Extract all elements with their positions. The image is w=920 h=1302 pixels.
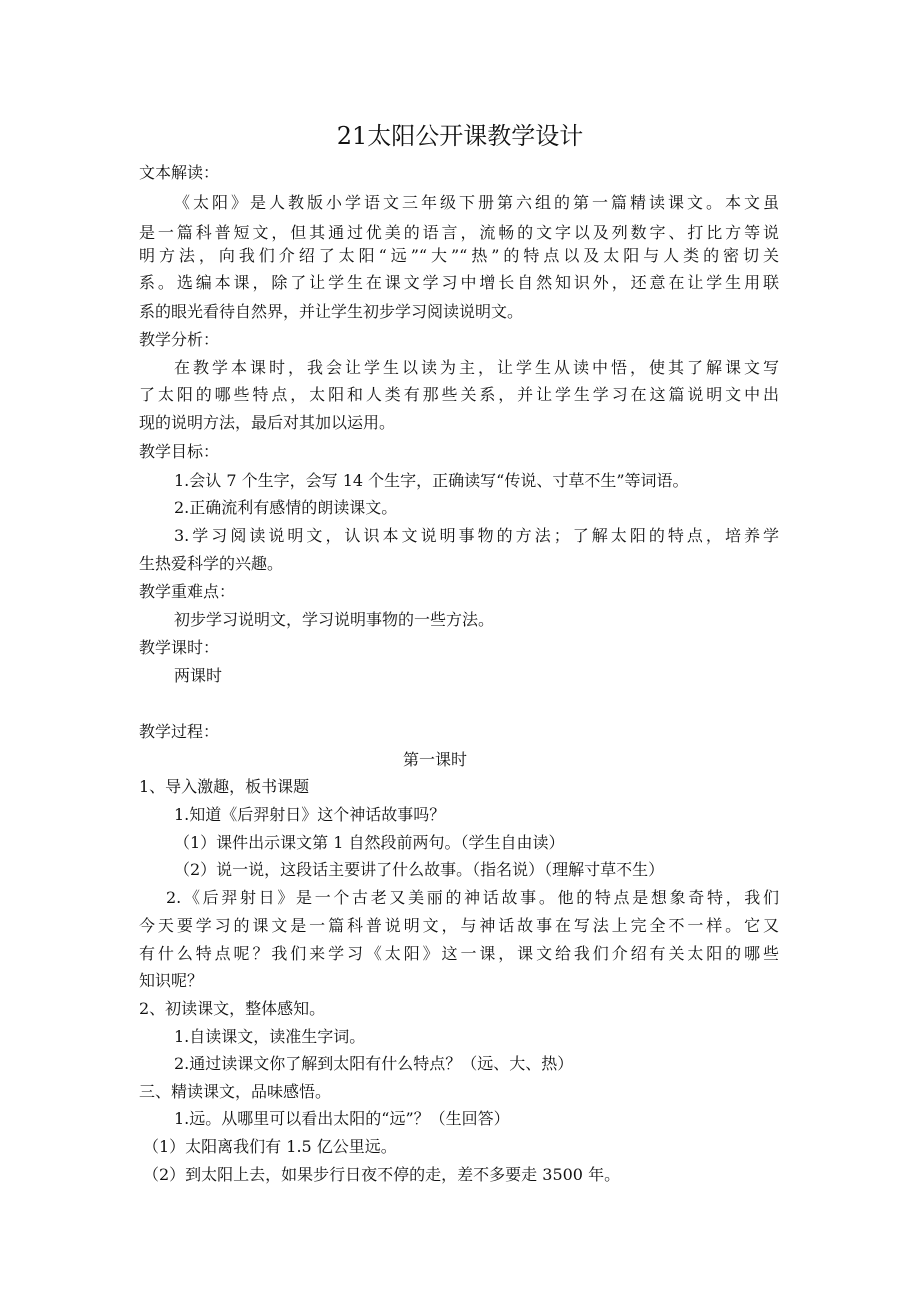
paragraph-line: 系的眼光看待自然界，并让学生初步学习阅读说明文。	[139, 302, 524, 321]
step-line: （2）到太阳上去，如果步行日夜不停的走，差不多要走 3500 年。	[143, 1165, 621, 1184]
section-heading-key-difficulties: 教学重难点：	[139, 582, 236, 601]
paragraph-line: 明方法，向我们介绍了太阳“远”“大”“热”的特点以及太阳与人类的密切关	[139, 246, 779, 265]
step-line: 有什么特点呢？我们来学习《太阳》这一课，课文给我们介绍有关太阳的哪些	[139, 944, 779, 963]
section-heading-process: 教学过程：	[139, 722, 220, 741]
key-difficulties-text: 初步学习说明文，学习说明事物的一些方法。	[174, 610, 495, 629]
paragraph-line: 《太阳》是人教版小学语文三年级下册第六组的第一篇精读课文。本文虽	[174, 193, 779, 212]
goal-item: 3.学习阅读说明文，认识本文说明事物的方法；了解太阳的特点，培养学	[174, 526, 779, 545]
step-line: 1.知道《后羿射日》这个神话故事吗？	[174, 805, 446, 824]
step-line: （1）太阳离我们有 1.5 亿公里远。	[143, 1137, 397, 1156]
paragraph-line: 现的说明方法，最后对其加以运用。	[139, 413, 396, 432]
step-title: 1、导入激趣，板书课题	[139, 777, 310, 796]
step-line: （2）说一说，这段话主要讲了什么故事。（指名说）（理解寸草不生）	[174, 860, 665, 879]
section-heading-teaching-goals: 教学目标：	[139, 442, 220, 461]
lesson-title: 第一课时	[402, 750, 467, 769]
step-line: 知识呢？	[139, 971, 204, 990]
step-line: 今天要学习的课文是一篇科普说明文，与神话故事在写法上完全不一样。它又	[139, 916, 779, 935]
step-line: 2.通过读课文你了解到太阳有什么特点？（远、大、热）	[174, 1054, 574, 1073]
paragraph-line: 在教学本课时，我会让学生以读为主，让学生从读中悟，使其了解课文写	[174, 358, 779, 377]
step-line: 1.自读课文，读准生字词。	[174, 1027, 366, 1046]
section-heading-text-interpretation: 文本解读：	[139, 163, 220, 182]
section-heading-class-hours: 教学课时：	[139, 638, 220, 657]
step-line: 1.远。从哪里可以看出太阳的“远”？（生回答）	[174, 1109, 510, 1128]
class-hours-text: 两课时	[174, 666, 223, 685]
goal-item: 1.会认 7 个生字，会写 14 个生字，正确读写“传说、寸草不生”等词语。	[174, 471, 689, 490]
step-title: 三、精读课文，品味感悟。	[139, 1082, 332, 1101]
paragraph-line: 系。选编本课，除了让学生在课文学习中增长自然知识外，还意在让学生用联	[139, 273, 779, 292]
paragraph-line: 了太阳的哪些特点，太阳和人类有那些关系，并让学生学习在这篇说明文中出	[139, 385, 779, 404]
goal-item: 2.正确流利有感情的朗读课文。	[174, 498, 398, 517]
paragraph-line: 是一篇科普短文，但其通过优美的语言，流畅的文字以及列数字、打比方等说	[139, 223, 779, 242]
section-heading-teaching-analysis: 教学分析：	[139, 330, 220, 349]
page-title: 21太阳公开课教学设计	[336, 122, 584, 150]
step-title: 2、初读课文，整体感知。	[139, 999, 326, 1018]
goal-item: 生热爱科学的兴趣。	[139, 554, 284, 573]
step-line: 2.《后羿射日》是一个古老又美丽的神话故事。他的特点是想象奇特，我们	[166, 888, 779, 907]
step-line: （1）课件出示课文第 1 自然段前两句。（学生自由读）	[174, 833, 565, 852]
